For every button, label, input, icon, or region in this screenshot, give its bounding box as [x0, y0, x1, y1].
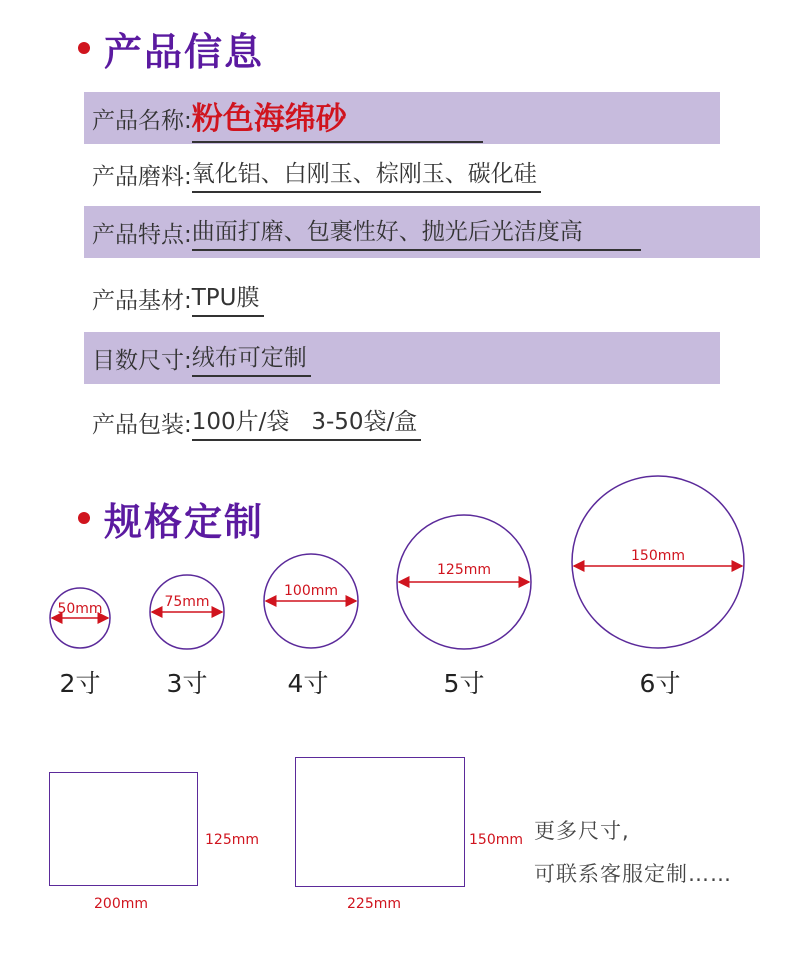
contact-service-text: 可联系客服定制……: [534, 862, 732, 886]
rect-225x150: [295, 757, 465, 887]
circle-dim-label: 75mm: [164, 594, 210, 610]
rect-height-label: 150mm: [469, 832, 523, 848]
circle-size-label: 4寸: [287, 669, 329, 698]
circle-150mm: [572, 476, 744, 648]
info-label: 产品特点:: [92, 221, 192, 248]
circle-dim-label: 150mm: [631, 548, 685, 564]
info-value: 氧化铝、白刚玉、棕刚玉、碳化硅: [192, 155, 541, 193]
circle-size-label: 2寸: [59, 669, 101, 698]
info-row-name: [84, 92, 720, 144]
info-label: 产品名称:: [92, 107, 192, 134]
rect-width-label: 225mm: [347, 896, 401, 912]
circle-100mm: [264, 554, 358, 648]
bullet-dot-icon: [78, 42, 90, 54]
rect-width-label: 200mm: [94, 896, 148, 912]
info-label: 产品磨料:: [92, 163, 192, 190]
info-row-size: [84, 332, 720, 384]
info-value: 粉色海绵砂: [192, 93, 483, 143]
circle-dim-label: 125mm: [437, 562, 491, 578]
circle-size-label: 3寸: [166, 669, 208, 698]
info-row-features: [84, 206, 760, 258]
info-label: 产品包装:: [92, 411, 192, 438]
custom-spec-title: 规格定制: [104, 499, 265, 544]
rect-200x125: [49, 772, 198, 886]
product-info-heading: [78, 18, 264, 78]
circle-size-label: 6寸: [639, 669, 681, 698]
more-sizes-text: 更多尺寸,: [534, 819, 630, 843]
info-value: 曲面打磨、包裹性好、抛光后光洁度高: [192, 213, 641, 251]
circle-dim-label: 50mm: [57, 601, 103, 617]
info-row-abrasive: [84, 148, 541, 200]
circle-size-label: 5寸: [443, 669, 485, 698]
circle-50mm: [50, 588, 110, 648]
info-value: 绒布可定制: [192, 339, 311, 377]
info-value: 100片/袋 3-50袋/盒: [192, 403, 422, 441]
product-info-title: 产品信息: [104, 29, 265, 74]
info-row-packaging: [84, 396, 421, 448]
info-label: 产品基材:: [92, 287, 192, 314]
info-row-base: [84, 272, 264, 324]
circle-75mm: [150, 575, 224, 649]
circle-dim-label: 100mm: [284, 583, 338, 599]
info-value: TPU膜: [192, 279, 264, 317]
circle-125mm: [397, 515, 531, 649]
rect-height-label: 125mm: [205, 832, 259, 848]
info-label: 目数尺寸:: [92, 347, 192, 374]
